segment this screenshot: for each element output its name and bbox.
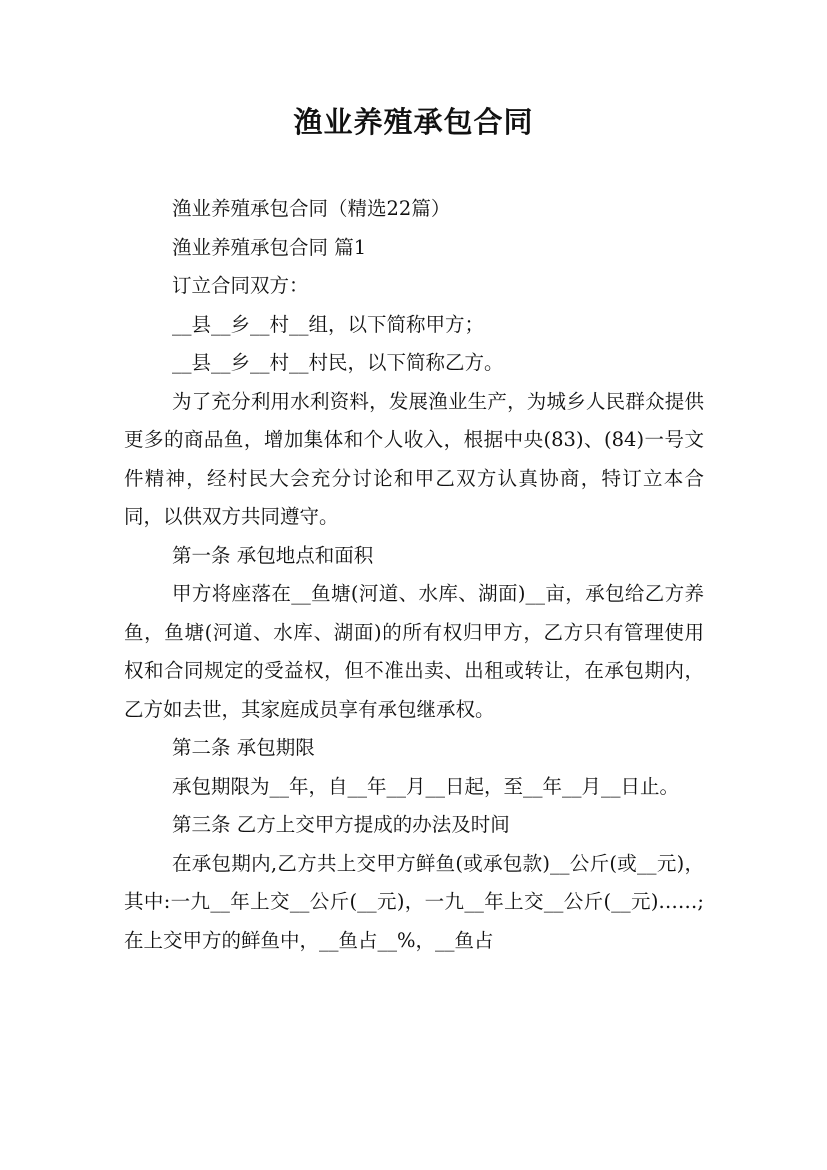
- document-title: 渔业养殖承包合同: [293, 105, 534, 139]
- paragraph-parties-intro: 订立合同双方：: [172, 274, 309, 297]
- paragraph-article-3-body: 在承包期内,乙方共上交甲方鲜鱼(或承包款)__公斤(或__元)，其中:一九__年上交__公斤(__元)，一九__年上交__公斤(__元)……;在上交甲方的鲜鱼中，__鱼占__%，__鱼占: [124, 851, 704, 952]
- paragraph-article-2-body: 承包期限为__年，自__年__月__日起，至__年__月__日止。: [172, 774, 680, 798]
- paragraph-section-heading: 渔业养殖承包合同 篇1: [172, 235, 367, 259]
- paragraph-purpose: 为了充分利用水利资料，发展渔业生产，为城乡人民群众提供更多的商品鱼，增加集体和个人收入，根据中央(83)、(84)一号文件精神，经村民大会充分讨论和甲乙双方认真协商，特订立本合同，以供双方共同遵守。: [124, 389, 704, 528]
- paragraph-party-b: __县__乡__村__村民，以下简称乙方。: [172, 351, 504, 374]
- paragraph-subtitle: 渔业养殖承包合同（精选22篇）: [172, 197, 451, 220]
- paragraph-article-3-heading: 第三条 乙方上交甲方提成的办法及时间: [172, 813, 510, 836]
- document-body: [124, 190, 704, 960]
- paragraph-article-1-heading: 第一条 承包地点和面积: [172, 543, 374, 567]
- paragraph-article-1-body: 甲方将座落在__鱼塘(河道、水库、湖面)__亩，承包给乙方养鱼，鱼塘(河道、水库、湖面)的所有权归甲方，乙方只有管理使用权和合同规定的受益权，但不准出卖、出租或转让，在承包期内，乙方如去世，其家庭成员享有承包继承权。: [124, 582, 704, 721]
- paragraph-party-a: __县__乡__村__组，以下简称甲方；: [172, 312, 485, 336]
- paragraph-article-2-heading: 第二条 承包期限: [172, 736, 315, 759]
